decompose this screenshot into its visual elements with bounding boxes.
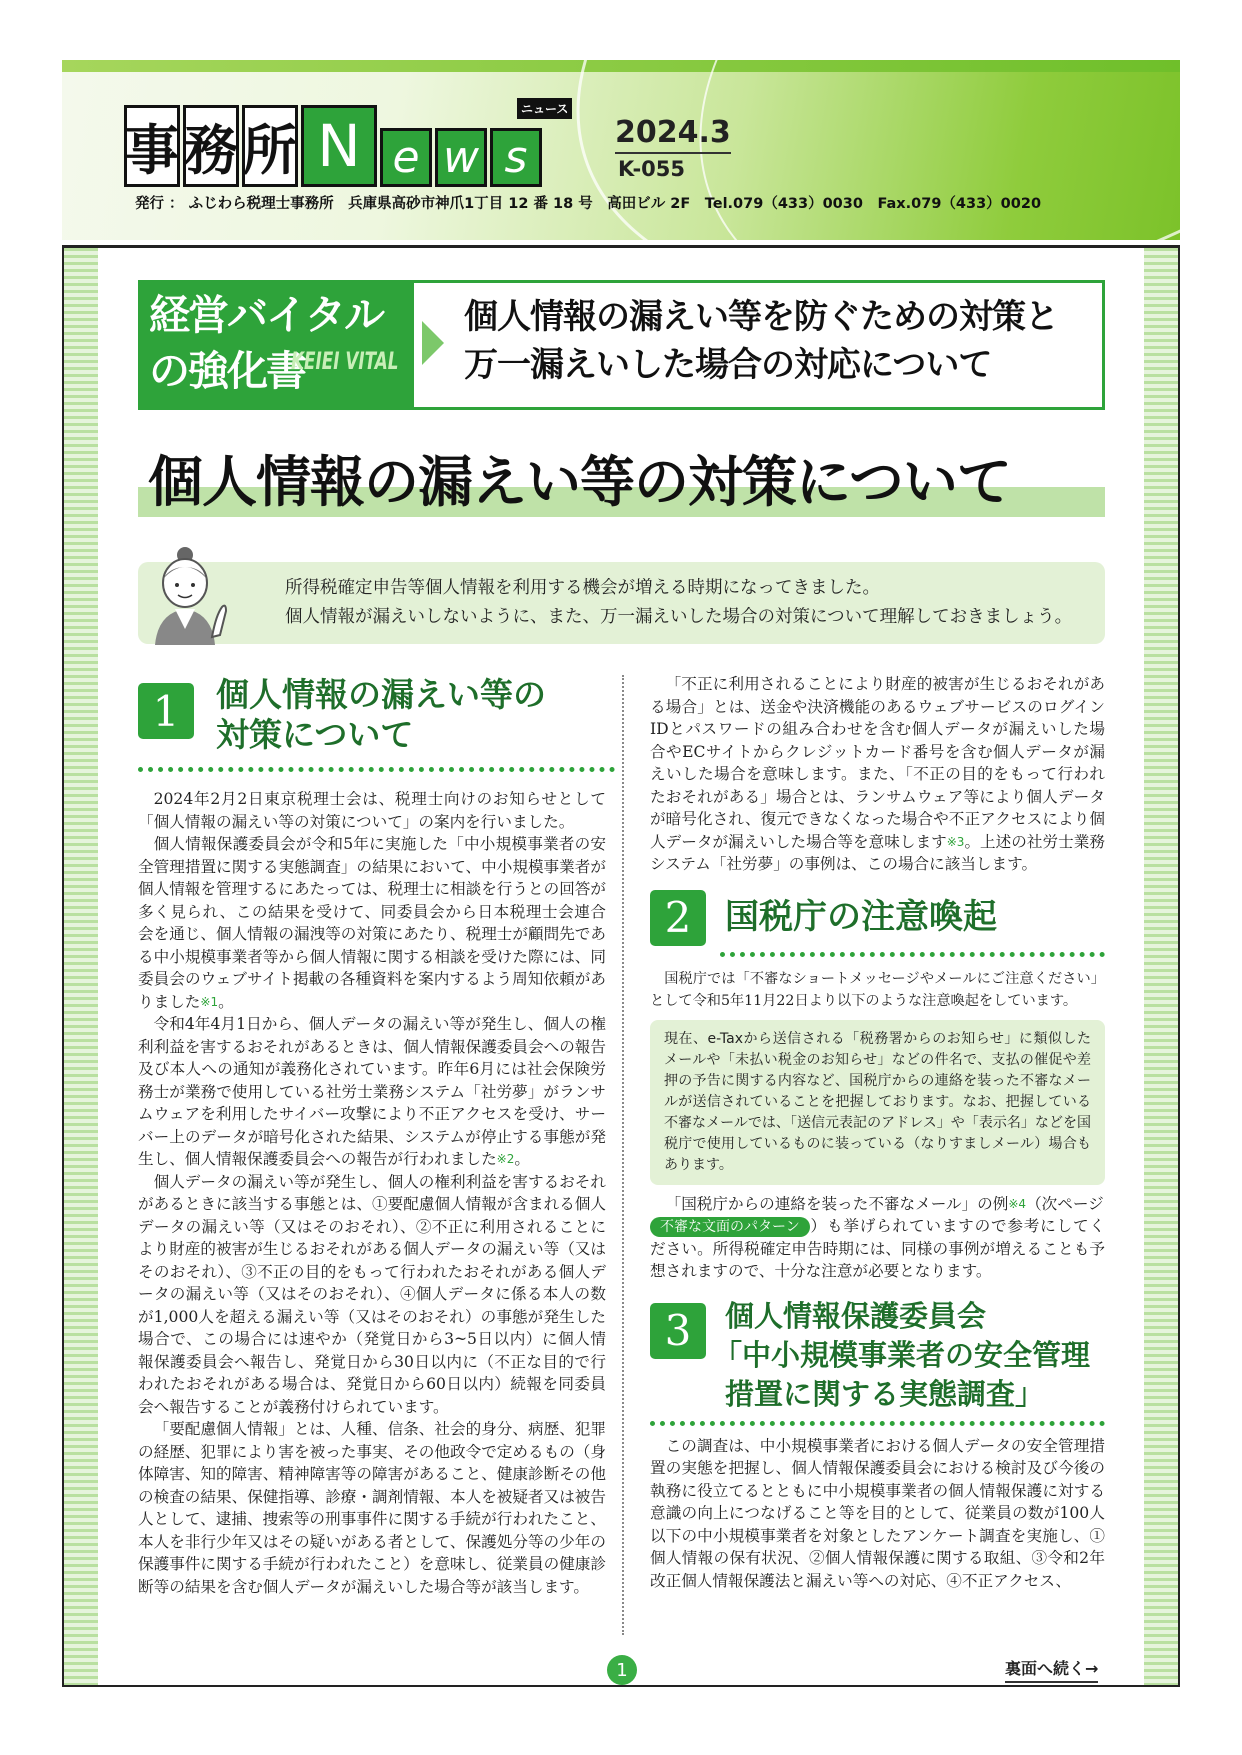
paragraph: この調査は、中小規模事業者における個人データの安全管理措置の実態を把握し、個人情報保護委員会における検討及び今後の執務に役立てるとともに中小規模事業者の個人情報保護に対する意識の向上につなげること等を目的として、従業員の数が100人以下の中小規模事業者を対象としたアンケート調査を実施し、①個人情報の保有状況、②個人情報保護に関する取組、③令和2年改正個人情報保護法と漏えい等への対応、④不正アクセス、 xyxy=(650,1436,1105,1590)
banner-title-box xyxy=(411,283,1102,407)
paragraph xyxy=(138,788,606,833)
intro-line1: 所得税確定申告等個人情報を利用する機会が増える時期になってきました。 xyxy=(285,578,880,598)
page-number: 1 xyxy=(607,1655,637,1685)
dotted-divider xyxy=(650,1421,1105,1426)
nta-notice-box: 現在、e-Taxから送信される「税務署からのお知らせ」に類似したメールや「未払い税金のお知らせ」などの件名で、支払の催促や差押の予告に関する内容など、国税庁からの連絡を装った不審なメールが送信されていることを把握しております。なお、把握している不審なメールでは、「送信元表記のアドレス」や「表示名」などを国税庁で使用しているものに装っている（なりすましメール）場合もあります。 xyxy=(650,1020,1105,1185)
logo-char: N xyxy=(301,105,377,187)
footnote-ref: ※4 xyxy=(1008,1196,1027,1211)
paragraph-text: 2024年2月2日東京税理士会は、税理士向けのお知らせとして「個人情報の漏えい等の対策について」の案内を行いました。 xyxy=(138,790,606,831)
page-title: 個人情報の漏えい等の対策について xyxy=(148,450,1011,514)
intro-line2: 個人情報が漏えいしないように、また、万一漏えいした場合の対策について理解しておきましょう。 xyxy=(285,607,1073,627)
section-title-line2: 対策について xyxy=(216,715,414,754)
section-title-line1: 個人情報の漏えい等の xyxy=(216,675,546,714)
logo-char: w xyxy=(435,128,487,187)
paragraph xyxy=(650,1193,1105,1283)
paragraph: 令和4年4月1日から、個人データの漏えい等が発生し、個人の権利利益を害するおそれがあるときは、個人情報保護委員会への報告及び本人への通知が義務化されています。昨年6月には社会保険労務士が業務で使用している社労士業務システム「社労夢」がランサムウェアを利用したサイバー攻撃により不正アクセスを受け、サーバー上のデータが暗号化された結果、システムが停止する事態が発生し、個人情報保護委員会への報告が行われました$^{※2}$。 xyxy=(138,1015,606,1168)
dotted-divider xyxy=(138,767,615,772)
paragraph xyxy=(138,1171,606,1419)
paragraph-text: 「国税庁からの連絡を装った不審なメール」の例 xyxy=(665,1194,1009,1213)
section-2-heading xyxy=(650,890,1105,960)
paragraph-text: 。上述の社労士業務システム「社労夢」の事例は、この場合に該当します。 xyxy=(650,832,1105,873)
section-1-heading xyxy=(138,675,615,775)
series-english: KEIEI VITAL xyxy=(291,347,399,375)
right-stripe-border xyxy=(1144,248,1178,1685)
paragraph-text: 個人情報保護委員会が令和5年に実施した「中小規模事業者の安全管理措置に関する実態調査」の結果において、中小規模事業者が個人情報を管理するにあたっては、税理士に相談を行うとの回答が多く見られ、この結果を受けて、同委員会から日本税理士会連合会を通じ、個人情報の漏洩等の対策にあたり、税理士が顧問先である中小規模事業者等から個人情報に関する相談を受けた際には、同委員会のウェブサイト掲載の各種資料を案内するよう周知依頼がありました xyxy=(138,835,606,1011)
section-title-line3: 措置に関する実態調査」 xyxy=(725,1376,1045,1411)
series-name xyxy=(149,287,383,399)
footnote-ref: ※1 xyxy=(200,994,219,1009)
paragraph xyxy=(138,1418,606,1598)
paragraph-text: 「要配慮個人情報」とは、人種、信条、社会的身分、病歴、犯罪の経歴、犯罪により害を被った事実、その他政令で定めるもの（身体障害、知的障害、精神障害等の障害があること、健康診断その他の検査の結果、保健指導、診療・調剤情報、本人を被疑者又は被告人として、逮捕、捜索等の刑事事件に関する手続が行われたこと、本人を非行少年又はその疑いがある者として、保護処分等の少年の保護事件に関する手続が行われたこと）を意味し、従業員の健康診断等の結果を含む個人データが漏えいした場合等が該当します。 xyxy=(138,1420,606,1596)
section-1-body xyxy=(138,788,606,1598)
section-title: 国税庁の注意喚起 xyxy=(725,896,997,937)
footnote-ref: ※3 xyxy=(946,834,965,849)
section-number: 3 xyxy=(650,1303,706,1359)
right-intro-body xyxy=(650,673,1105,876)
paragraph: 国税庁では「不審なショートメッセージやメールにご注意ください」として令和5年11月22日より以下のような注意喚起をしています。 xyxy=(650,970,1105,1009)
right-column xyxy=(650,673,1105,1592)
pattern-link-pill[interactable]: 不審な文面のパターン xyxy=(650,1217,810,1237)
paragraph-text: 「不正に利用されることにより財産的被害が生じるおそれがある場合」とは、送金や決済機能のあるウェブサービスのログインIDとパスワードの組み合わせを含む個人データが漏えいした場合やECサイトからクレジットカード番号を含む個人データが漏えいした場合を意味します。また、「不正の目的をもって行われたおそれがある」場合とは、ランサムウェア等により個人データが暗号化され、復元できなくなった場合や不正アクセスにより個人データが漏えいした場合等を意味します xyxy=(650,675,1105,851)
banner-title xyxy=(464,293,1058,389)
logo-char: 所 xyxy=(242,105,298,187)
section-3-body xyxy=(650,1435,1105,1593)
section-title-line1: 個人情報保護委員会 xyxy=(725,1298,987,1333)
paragraph-text: 令和4年4月1日から、個人データの漏えい等が発生し、個人の権利利益を害するおそれがあるときは、個人情報保護委員会への報告及び本人への通知が義務化されています。昨年6月には社会保険労務士が業務で使用している社労士業務システム「社労夢」がランサムウェアを利用したサイバー攻撃により不正アクセスを受け、サーバー上のデータが暗号化された結果、システムが停止する事態が発生し、個人情報保護委員会への報告が行われました xyxy=(138,1015,606,1168)
section-number: 2 xyxy=(650,890,706,946)
publisher-info: 発行 ： ふじわら税理士事務所 兵庫県高砂市神爪1丁目 12 番 18 号 高田ビル 2F Tel.079（433）0030 Fax.079（433）0020 xyxy=(135,196,1042,212)
logo-subtitle: ニュース xyxy=(517,98,572,119)
logo-char: 事 xyxy=(124,105,180,187)
paragraph-text: （次ページ xyxy=(1026,1194,1104,1213)
banner-title-line1: 個人情報の漏えい等を防ぐための対策と xyxy=(464,297,1058,337)
series-line1: 経営バイタル xyxy=(149,291,383,339)
section-title xyxy=(216,675,546,755)
section-3-heading xyxy=(650,1297,1105,1427)
section-title xyxy=(713,1297,1091,1414)
arrow-right-icon xyxy=(422,321,444,365)
dotted-divider xyxy=(720,952,1105,957)
issue-code: K-055 xyxy=(618,157,685,181)
paragraph-text: 個人データの漏えい等が発生し、個人の権利利益を害するおそれがあるときに該当する事態とは、①要配慮個人情報が含まれる個人データの漏えい等（又はそのおそれ）、②不正に利用されることにより財産的被害が生じるおそれがある個人データの漏えい等（又はそのおそれ）、③不正の目的をもって行われたおそれがある個人データの漏えい等（又はそのおそれ）、④個人データに係る本人の数が1,000人を超える漏えい等（又はそのおそれ）の事態が発生した場合で、この場合には速やか（発覚日から3~5日以内）に個人情報保護委員会へ報告し、発覚日から30日以内に（不正な目的で行われたおそれがある場合は、発覚日から60日以内）続報を同委員会へ報告することが義務付けられています。 xyxy=(138,1172,606,1416)
footnote-ref: ※2 xyxy=(496,1152,515,1166)
column-divider xyxy=(622,675,624,1635)
continue-on-back-link[interactable]: 裏面へ続く→ xyxy=(1005,1656,1098,1683)
intro-text xyxy=(285,574,1072,632)
series-line2: の強化書 xyxy=(149,347,305,395)
paragraph-text: ）も挙げられていますので参考にしてください。所得税確定申告時期には、同様の事例が増えることも予想されますので、十分な注意が必要となります。 xyxy=(650,1217,1105,1280)
logo-char: e xyxy=(380,128,432,187)
section-2-followup xyxy=(650,1193,1105,1283)
paragraph xyxy=(650,673,1105,876)
section-number: 1 xyxy=(138,683,194,739)
newsletter-header xyxy=(62,60,1180,240)
section-2-intro xyxy=(650,968,1105,1012)
banner-title-line2: 万一漏えいした場合の対応について xyxy=(464,345,992,385)
series-banner xyxy=(138,280,1105,410)
logo-char: 務 xyxy=(183,105,239,187)
logo-char: s xyxy=(490,128,542,187)
left-stripe-border xyxy=(64,248,98,1685)
paragraph: 個人情報保護委員会が令和5年に実施した「中小規模事業者の安全管理措置に関する実態調査」の結果において、中小規模事業者が個人情報を管理するにあたっては、税理士に相談を行うとの回答が多く見られ、この結果を受けて、同委員会から日本税理士会連合会を通じ、個人情報の漏洩等の対策にあたり、税理士が顧問先である中小規模事業者等から個人情報に関する相談を受けた際には、同委員会のウェブサイト掲載の各種資料を案内するよう周知依頼がありました$^{※1}$。 xyxy=(138,835,606,1011)
issue-date: 2024.3 xyxy=(615,115,731,154)
section-title-line2: 「中小規模事業者の安全管理 xyxy=(713,1337,1091,1372)
woman-avatar-icon xyxy=(150,545,240,645)
